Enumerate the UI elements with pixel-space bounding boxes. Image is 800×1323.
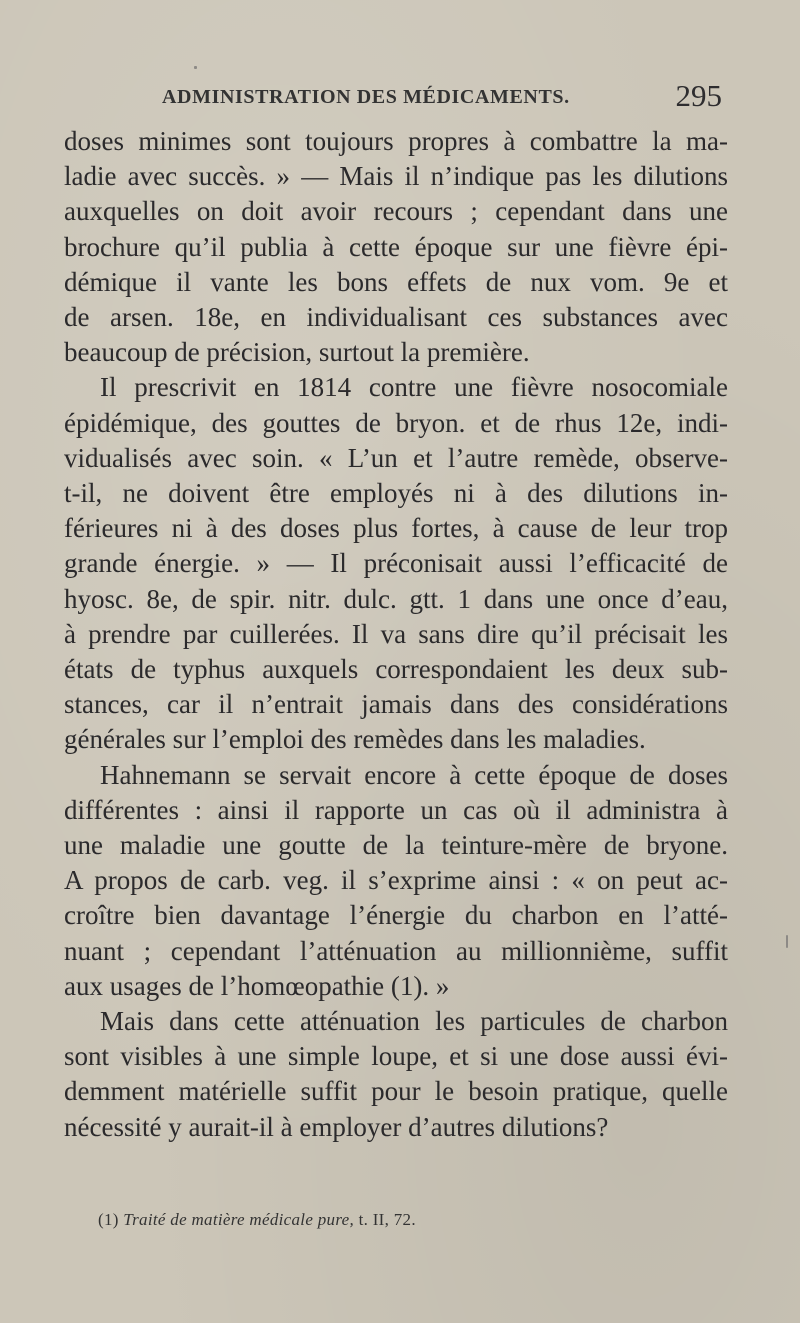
page-header	[148, 78, 728, 118]
text-line: vidualisés avec soin. « L’un et l’autre remède, observe-	[64, 442, 728, 473]
running-title: ADMINISTRATION DES MÉDICAMENTS.	[162, 86, 570, 108]
text-line: stances, car il n’entrait jamais dans des considérations	[64, 689, 728, 720]
text-line: grande énergie. » — Il préconisait aussi l’efficacité de	[64, 548, 728, 579]
text-line: t-il, ne doivent être employés ni à des dilutions in-	[64, 478, 728, 509]
text-line: beaucoup de précision, surtout la première.	[64, 337, 530, 368]
text-line: demment matérielle suffit pour le besoin pratique, quelle	[64, 1076, 728, 1107]
paragraph	[64, 370, 728, 757]
text-line: nuant ; cependant l’atténuation au millionnième, suffit	[64, 935, 728, 966]
text-line: doses minimes sont toujours propres à combattre la ma-	[64, 126, 728, 156]
text-line: Mais dans cette atténuation les particules de charbon	[100, 1006, 728, 1037]
paragraph	[64, 124, 728, 370]
text-line: férieures ni à des doses plus fortes, à cause de leur trop	[64, 513, 728, 544]
text-line: différentes : ainsi il rapporte un cas où il administra à	[64, 794, 728, 825]
text-line: à prendre par cuillerées. Il va sans dire qu’il précisait les	[64, 618, 728, 649]
text-line: auxquelles on doit avoir recours ; cependant dans une	[64, 196, 728, 227]
text-line: aux usages de l’homœopathie (1). »	[64, 970, 450, 1001]
text-line: épidémique, des gouttes de bryon. et de rhus 12e, indi-	[64, 407, 728, 438]
paper-speck	[194, 66, 197, 69]
text-line: de arsen. 18e, en individualisant ces substances avec	[64, 302, 728, 333]
page-number: 295	[675, 78, 722, 113]
body-text	[64, 124, 728, 1145]
text-line: A propos de carb. veg. il s’exprime ainsi : « on peut ac-	[64, 865, 728, 896]
text-line: Il prescrivit en 1814 contre une fièvre nosocomiale	[100, 372, 728, 403]
text-line: hyosc. 8e, de spir. nitr. dulc. gtt. 1 dans une once d’eau,	[64, 583, 728, 614]
text-line: états de typhus auxquels correspondaient les deux sub-	[64, 654, 728, 685]
footnote-reference: t. II, 72.	[358, 1210, 416, 1229]
text-line: croître bien davantage l’énergie du charbon en l’atté-	[64, 900, 728, 931]
footnote-marker: (1)	[98, 1210, 119, 1229]
text-line: démique il vante les bons effets de nux vom. 9e et	[64, 266, 728, 297]
text-line: sont visibles à une simple loupe, et si une dose aussi évi-	[64, 1041, 728, 1072]
text-line: ladie avec succès. » — Mais il n’indique pas les dilutions	[64, 161, 728, 192]
paragraph	[64, 758, 728, 1004]
text-line: Hahnemann se servait encore à cette époque de doses	[100, 759, 728, 790]
paper-speck	[786, 935, 788, 948]
text-line: brochure qu’il publia à cette époque sur une fièvre épi-	[64, 231, 728, 262]
footnote-title: Traité de matière médicale pure,	[123, 1210, 355, 1229]
text-line: générales sur l’emploi des remèdes dans les maladies.	[64, 724, 646, 755]
footnote	[98, 1210, 416, 1230]
text-line: nécessité y aurait-il à employer d’autres dilutions?	[64, 1111, 609, 1142]
text-line: une maladie une goutte de la teinture-mère de bryone.	[64, 830, 728, 861]
paragraph	[64, 1004, 728, 1145]
